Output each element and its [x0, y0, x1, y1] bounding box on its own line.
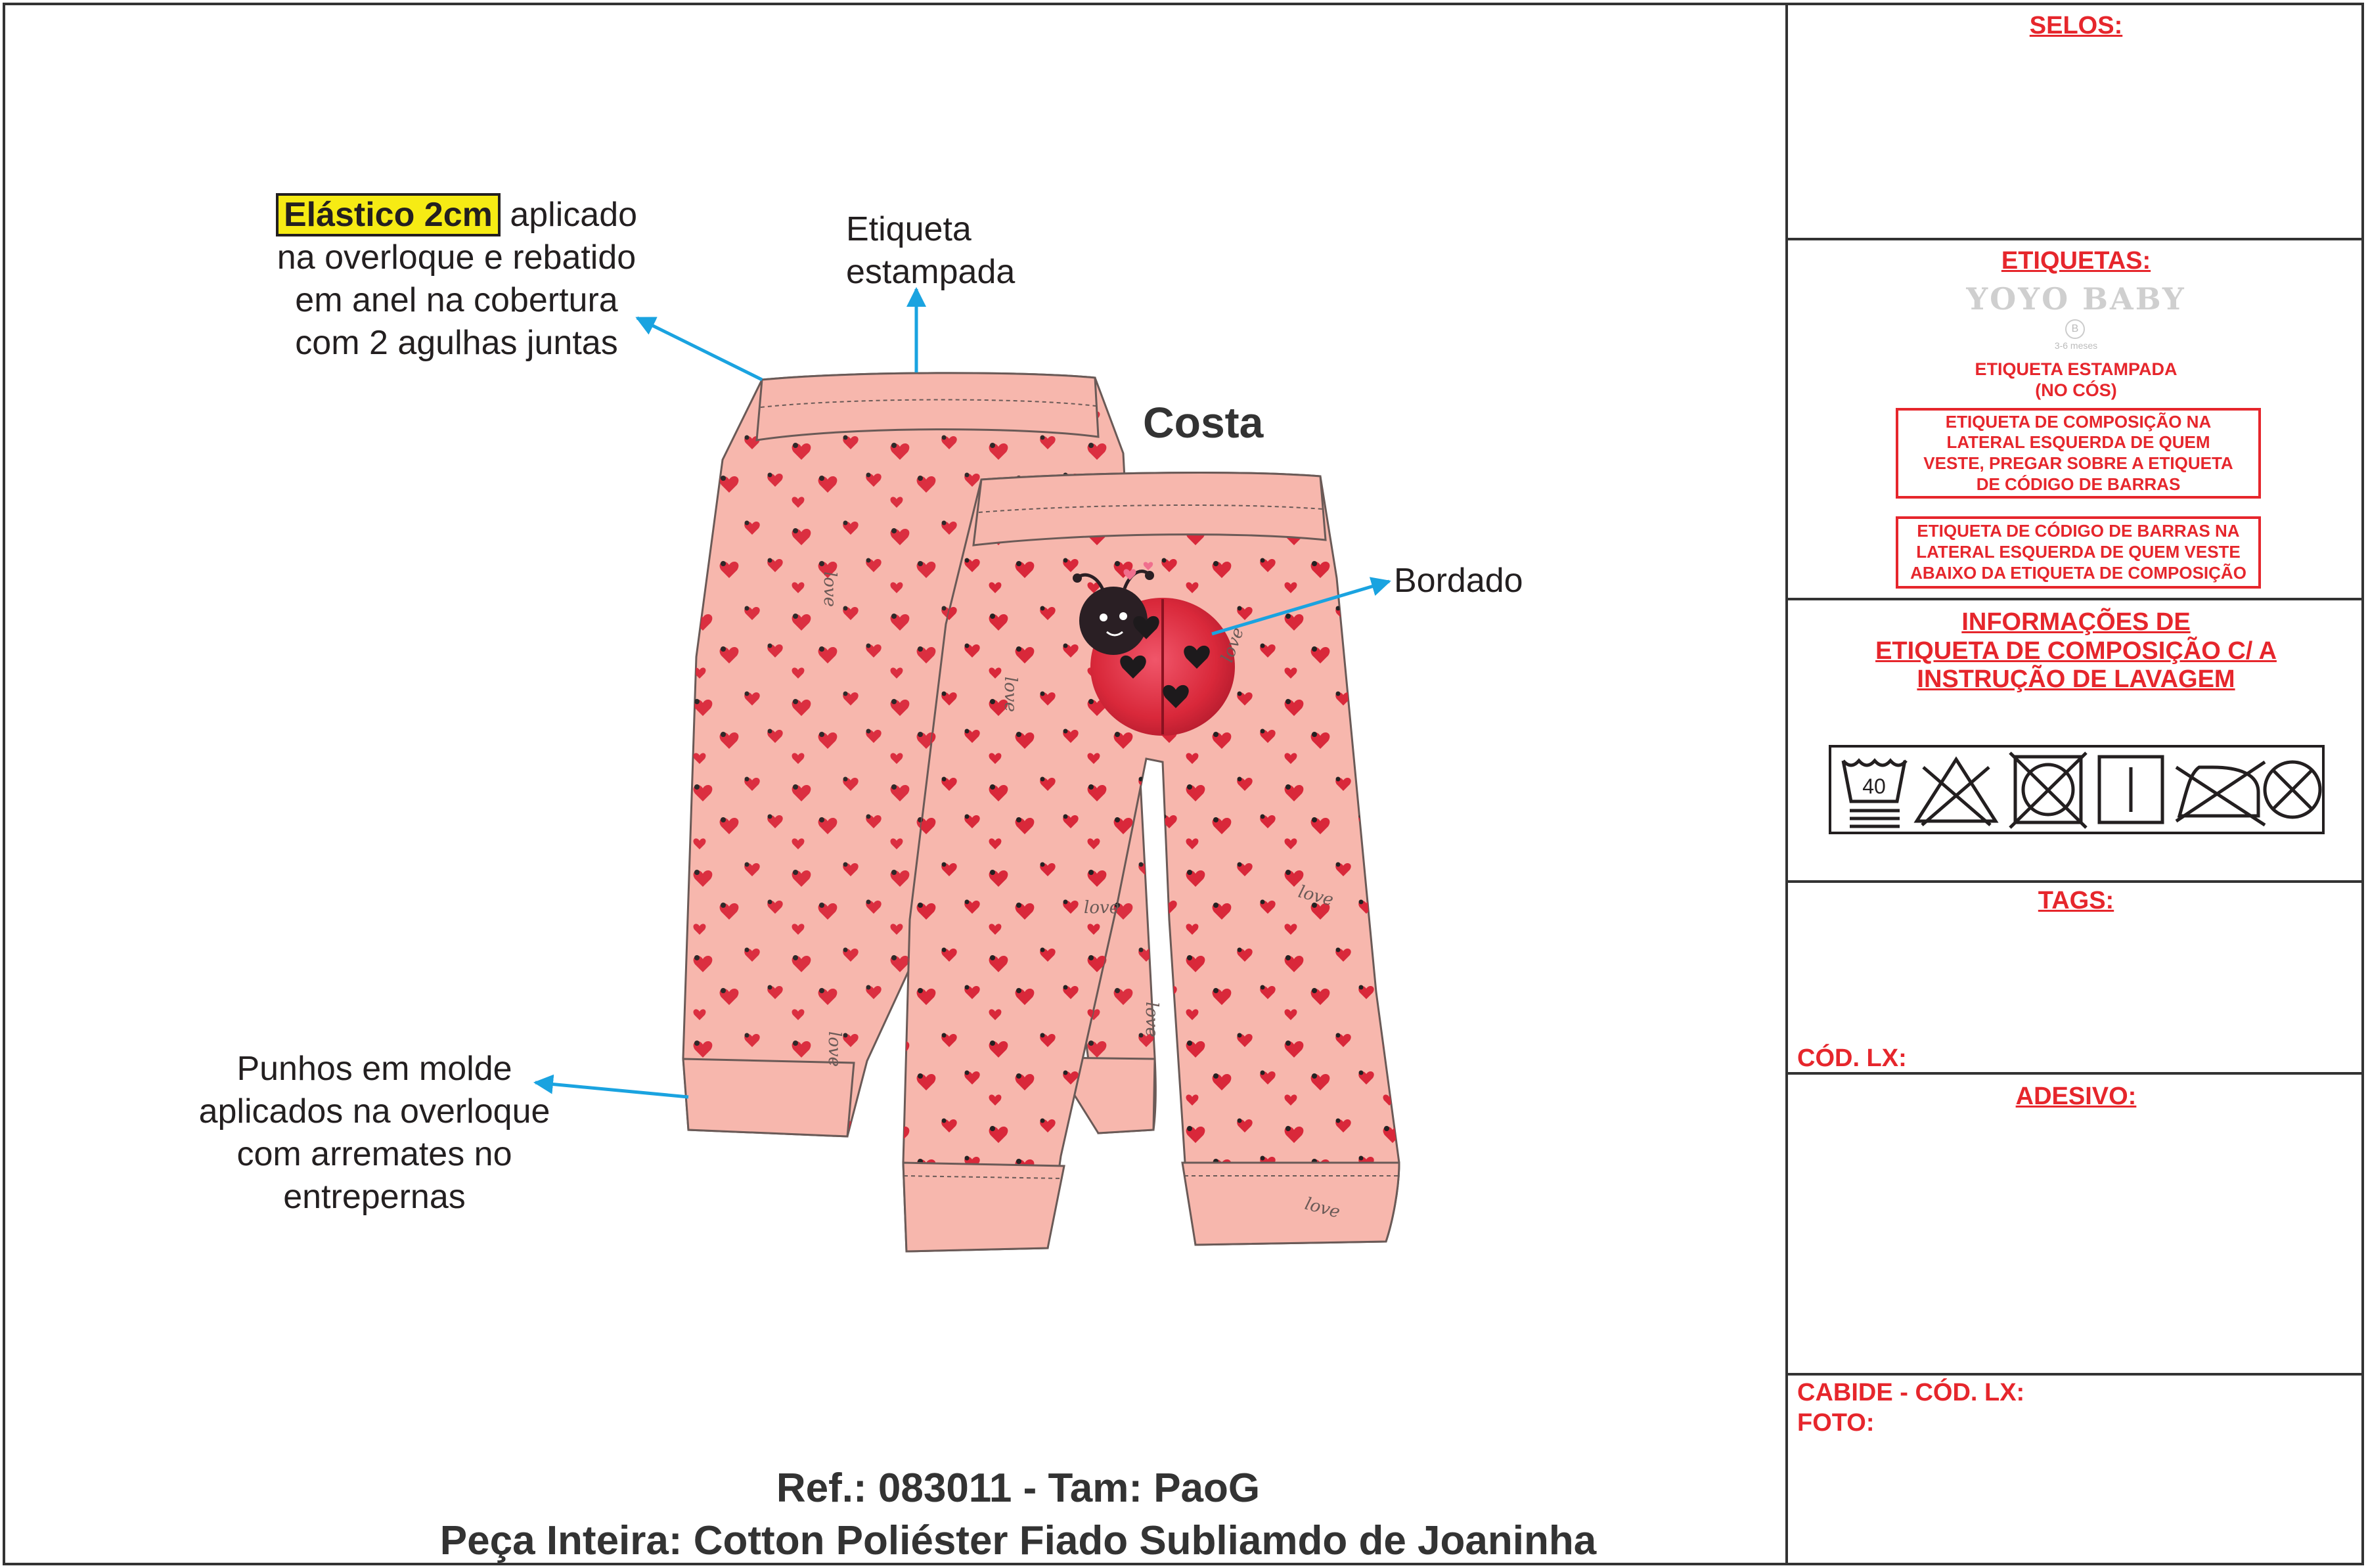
composition-note-box: ETIQUETA DE COMPOSIÇÃO NA LATERAL ESQUERDA DE QUEM VESTE, PREGAR SOBRE A ETIQUETA DE CÓDIGO DE BARRAS: [1896, 408, 2261, 499]
selos-title: SELOS:: [2029, 12, 2123, 39]
stamped-label-note: ETIQUETA ESTAMPADA (NO CÓS): [1975, 359, 2178, 401]
tags-section: [1788, 883, 2364, 1075]
size-range: 3-6 meses: [2054, 340, 2098, 351]
etiquetas-section: [1788, 240, 2364, 600]
love-print: love: [1142, 1002, 1161, 1038]
no-tumble-dry-icon: [2010, 753, 2086, 828]
elastic-highlight: Elástico 2cm: [276, 193, 501, 236]
line-dry-icon: [2099, 757, 2162, 822]
size-badge: B: [2065, 319, 2085, 339]
no-dry-clean-icon: [2265, 762, 2320, 817]
svg-text:40: 40: [1862, 774, 1886, 798]
cabide-cod-lx: CABIDE - CÓD. LX:: [1797, 1379, 2025, 1406]
selos-section: [1788, 3, 2364, 240]
tags-cod-lx: CÓD. LX:: [1797, 1044, 1907, 1072]
wash-40-icon: [1843, 761, 1906, 826]
brand-label: YOYO BABY: [1966, 281, 2186, 317]
love-print: love: [820, 571, 839, 608]
love-print: love: [824, 1031, 844, 1067]
love-print: love: [1303, 1194, 1343, 1222]
cabide-section: [1788, 1376, 2364, 1565]
embroidery-callout: Bordado: [1394, 562, 1523, 600]
no-iron-icon: [2176, 762, 2265, 825]
fabric-description: Peça Inteira: Cotton Poliéster Fiado Subliamdo de Joaninha: [439, 1518, 1597, 1563]
composition-info-title: INFORMAÇÕES DE ETIQUETA DE COMPOSIÇÃO C/ A INSTRUÇÃO DE LAVAGEM: [1875, 608, 2277, 694]
back-pants: [903, 473, 1399, 1251]
love-print: love: [1084, 898, 1120, 918]
spec-sidebar: [1785, 3, 2364, 1565]
cuffs-callout: Punhos em molde aplicados na overloque com arremates no entrepernas: [198, 1050, 550, 1216]
care-symbols-panel: [1829, 745, 2325, 834]
love-print: love: [1000, 677, 1020, 713]
composition-info-section: [1788, 600, 2364, 883]
elastic-callout: Elástico 2cm aplicado na overloque e rebatido em anel na cobertura com 2 agulhas juntas: [246, 194, 667, 365]
love-print: love: [1296, 882, 1336, 910]
love-print: love: [1217, 625, 1249, 665]
back-view-label: Costa: [1143, 398, 1264, 447]
foto-label: FOTO:: [1797, 1409, 1875, 1437]
no-bleach-icon: [1917, 759, 1996, 825]
barcode-note-box: ETIQUETA DE CÓDIGO DE BARRAS NA LATERAL ESQUERDA DE QUEM VESTE ABAIXO DA ETIQUETA DE COMPOSIÇÃO: [1896, 516, 2261, 589]
etiquetas-title: ETIQUETAS:: [2001, 247, 2151, 275]
adesivo-title: ADESIVO:: [2015, 1083, 2137, 1110]
tags-title: TAGS:: [2038, 887, 2114, 914]
adesivo-section: [1788, 1075, 2364, 1376]
label-callout: Etiqueta estampada: [846, 210, 1016, 291]
reference-line: Ref.: 083011 - Tam: PaoG: [776, 1466, 1261, 1511]
